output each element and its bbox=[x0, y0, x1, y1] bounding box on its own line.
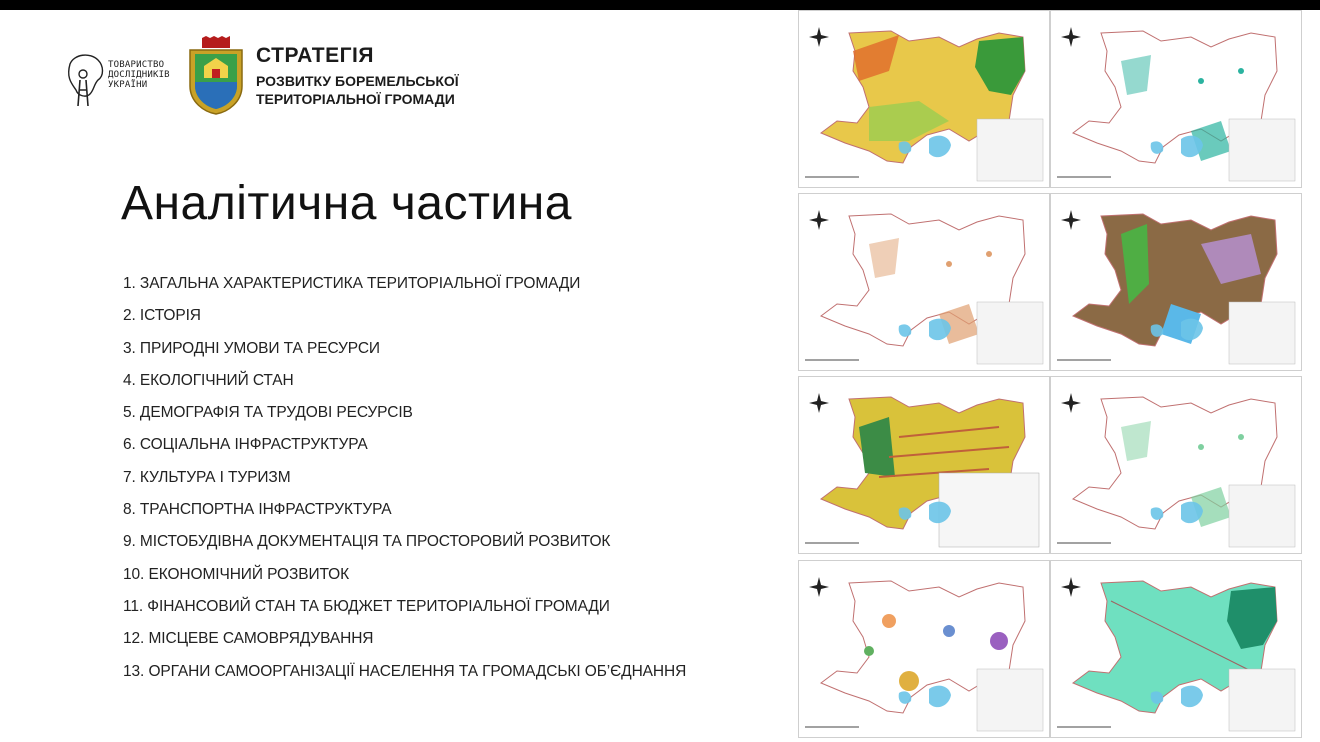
community-crest-icon bbox=[186, 36, 246, 116]
toc-item: 9. МІСТОБУДІВНА ДОКУМЕНТАЦІЯ ТА ПРОСТОРОВИЙ РОЗВИТОК bbox=[123, 533, 611, 551]
partner-logo-icon bbox=[64, 50, 108, 112]
toc-item: 12. МІСЦЕВЕ САМОВРЯДУВАННЯ bbox=[123, 630, 374, 648]
partner-logo-line-2: ДОСЛІДНИКІВ bbox=[108, 70, 170, 80]
strategy-title: СТРАТЕГІЯ bbox=[256, 44, 374, 67]
compass-icon bbox=[809, 210, 829, 230]
partner-logo-line-1: ТОВАРИСТВО bbox=[108, 60, 165, 70]
compass-icon bbox=[809, 577, 829, 597]
compass-icon bbox=[809, 393, 829, 413]
toc-item: 8. ТРАНСПОРТНА ІНФРАСТРУКТУРА bbox=[123, 501, 392, 519]
relief-map bbox=[798, 10, 1050, 188]
compass-icon bbox=[1061, 210, 1081, 230]
hydrography-map bbox=[1050, 10, 1302, 188]
partner-logo-line-3: УКРАЇНИ bbox=[108, 80, 148, 90]
toc-item: 1. ЗАГАЛЬНА ХАРАКТЕРИСТИКА ТЕРИТОРІАЛЬНОЇ ГРОМАДИ bbox=[123, 275, 581, 292]
partner-logo bbox=[64, 50, 184, 112]
toc-item: 4. ЕКОЛОГІЧНИЙ СТАН bbox=[123, 371, 294, 389]
compass-icon bbox=[1061, 27, 1081, 47]
strategy-subtitle-line-2: ТЕРИТОРІАЛЬНОЇ ГРОМАДИ bbox=[256, 91, 455, 107]
toc-item: 2. ІСТОРІЯ bbox=[123, 307, 201, 325]
land-use-map bbox=[798, 376, 1050, 554]
map-gallery bbox=[798, 10, 1302, 742]
slide bbox=[0, 10, 1320, 742]
strategy-heading bbox=[256, 44, 459, 108]
soil-map bbox=[1050, 193, 1302, 371]
toc-item: 13. ОРГАНИ САМООРГАНІЗАЦІЇ НАСЕЛЕННЯ ТА ГРОМАДСЬКІ ОБ’ЄДНАННЯ bbox=[123, 662, 687, 680]
compass-icon bbox=[809, 27, 829, 47]
planning-map bbox=[1050, 560, 1302, 738]
page-title: Аналітична частина bbox=[121, 177, 572, 230]
table-of-contents bbox=[123, 268, 686, 688]
settlement-map bbox=[798, 193, 1050, 371]
toc-item: 6. СОЦІАЛЬНА ІНФРАСТРУКТУРА bbox=[123, 436, 368, 454]
strategy-subtitle-line-1: РОЗВИТКУ БОРЕМЕЛЬСЬКОЇ bbox=[256, 73, 459, 89]
toc-item: 10. ЕКОНОМІЧНИЙ РОЗВИТОК bbox=[123, 565, 350, 583]
partner-logo-text bbox=[108, 60, 170, 90]
toc-item: 3. ПРИРОДНІ УМОВИ ТА РЕСУРСИ bbox=[123, 339, 380, 357]
infrastructure-map bbox=[1050, 376, 1302, 554]
toc-item: 7. КУЛЬТУРА І ТУРИЗМ bbox=[123, 468, 291, 486]
toc-item: 11. ФІНАНСОВИЙ СТАН ТА БЮДЖЕТ ТЕРИТОРІАЛЬНОЇ ГРОМАДИ bbox=[123, 597, 610, 615]
compass-icon bbox=[1061, 393, 1081, 413]
toc-item: 5. ДЕМОГРАФІЯ ТА ТРУДОВІ РЕСУРСІВ bbox=[123, 404, 413, 422]
economy-pie-map bbox=[798, 560, 1050, 738]
compass-icon bbox=[1061, 577, 1081, 597]
